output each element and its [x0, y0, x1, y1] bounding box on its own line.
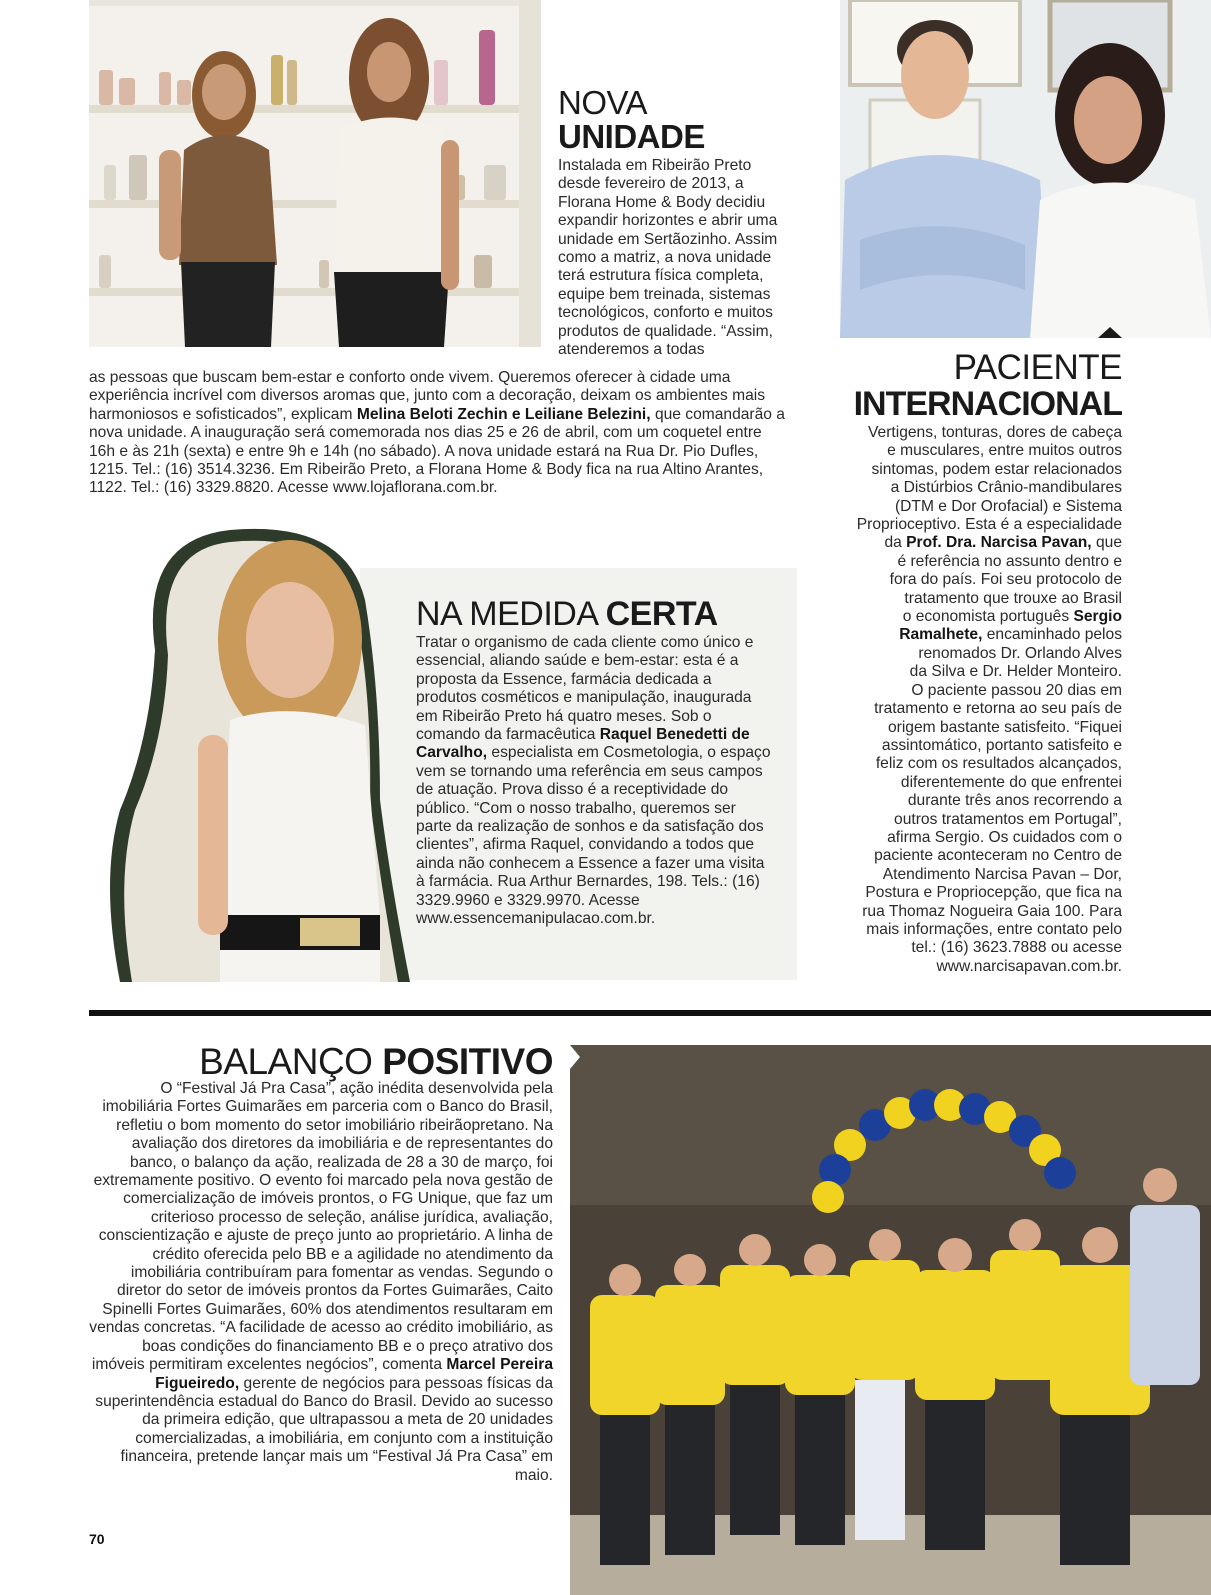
paciente-title-light: PACIENTE: [953, 348, 1122, 387]
paciente-line: rua Thomaz Nogueira Gaia 100. Para: [862, 902, 1122, 920]
paciente-line: www.narcisapavan.com.br.: [936, 957, 1122, 975]
balanco-positivo-title: [89, 1042, 553, 1082]
paciente-line: Proprioceptivo. Esta é a especialidade: [856, 516, 1122, 534]
paciente-line: outros tratamentos em Portugal”,: [894, 810, 1122, 828]
nova-unidade-title-light: NOVA: [558, 84, 648, 121]
paciente-internacional-text: [830, 424, 1122, 976]
paciente-line: sintomas, podem estar relacionados: [871, 460, 1122, 478]
paciente-line-part: da: [884, 534, 902, 552]
paciente-line: da Silva e Dr. Helder Monteiro.: [909, 663, 1122, 681]
paciente-line: a Distúrbios Crânio-mandibulares: [890, 479, 1122, 497]
doctors-illustration: [840, 0, 1211, 338]
paciente-line-part: que: [1095, 534, 1122, 552]
balanco-title-bold: POSITIVO: [382, 1041, 553, 1082]
pharmacist-photo: [80, 520, 420, 982]
paciente-line-part: encaminhado pelos: [986, 626, 1122, 644]
nova-unidade-title: [558, 86, 705, 154]
balanco-title-light: BALANÇO: [199, 1041, 373, 1082]
bank-team-photo: [570, 1045, 1211, 1595]
nova-unidade-text-column: [558, 157, 798, 359]
na-medida-paragraph-cont: especialista em Cosmetologia, o espaço vem se tornando uma referência em seus campos de atuação. Prova disso é a receptividade do público. “Com o nosso trabalho, queremos ser parte da realização de sonhos e da satisfação dos clientes”, afirma Raquel, convidando a todos que ainda não conhecem a Essence a fazer uma visita à farmácia. Rua Arthur Bernardes, 198. Tels.: (16) 3329.9960 e 3329.9970. Acesse www.essencemanipulacao.com.br.: [416, 744, 771, 928]
pharmacist-illustration: [80, 520, 420, 982]
bank-team-illustration: [570, 1045, 1211, 1595]
paciente-line: Vertigens, tonturas, dores de cabeça: [868, 424, 1122, 441]
paciente-line: diferentemente do que enfrentei: [900, 773, 1122, 791]
paciente-line: Atendimento Narcisa Pavan – Dor,: [882, 865, 1122, 883]
balanco-paragraph-cont: gerente de negócios para pessoas físicas da superintendência estadual do Banco do Brasil. Devido ao sucesso da primeira edição, que ultrapassou a meta de 20 unidades comercializadas, a imobiliária, em conjunto com a instituição financeira, pretende lançar mais um “Festival Já Pra Casa” em maio.: [95, 1374, 553, 1484]
na-medida-title-bold: CERTA: [605, 595, 718, 633]
balanco-positivo-text: [89, 1080, 553, 1485]
section-divider: [89, 1010, 1211, 1016]
florana-store-photo: [89, 0, 541, 347]
paciente-title-bold: INTERNACIONAL: [853, 385, 1122, 423]
paciente-line: fora do país. Foi seu protocolo de: [889, 571, 1122, 589]
balanco-name: Marcel Pereira Figueiredo,: [155, 1356, 553, 1392]
na-medida-paragraph: Tratar o organismo de cada cliente como único e essencial, aliando saúde e bem-estar: esta é a proposta da Essence, farmácia dedicada a produtos cosméticos e manipulação, inaugurada em Ribeirão Preto há quatro meses. Sob o comando da farmacêutica: [416, 634, 754, 744]
nova-unidade-paragraph-2c: que comandarão a nova unidade. A inauguração será comemorada nos dias 25 e 26 de abril, com um coquetel entre 16h e às 21h (sexta) e entre 9h e 14h (no sábado). A nova unidade estará na Rua Dr. Pio Dufles, 1215. Tel.: (16) 3514.3236. Em Ribeirão Preto, a Florana Home & Body fica na rua Altino Arantes, 1122. Tel.: (16) 3329.8820. Acesse www.lojaflorana.com.br.: [89, 405, 785, 497]
florana-store-illustration: [89, 0, 541, 347]
nova-unidade-title-bold: UNIDADE: [558, 118, 705, 155]
na-medida-name: Raquel Benedetti de Carvalho,: [416, 726, 750, 762]
paciente-internacional-title: [840, 350, 1122, 422]
paciente-line: mais informações, entre contato pelo: [866, 920, 1122, 938]
paciente-line: renomados Dr. Orlando Alves: [918, 644, 1122, 662]
paciente-line: (DTM e Dor Orofacial) e Sistema: [894, 497, 1122, 515]
paciente-line: é referência no assunto dentro e: [897, 552, 1122, 570]
balanco-paragraph: O “Festival Já Pra Casa”, ação inédita desenvolvida pela imobiliária Fortes Guimarães em parceria com o Banco do Brasil, refletiu o bom momento do setor imobiliário ribeirãopretano. Na avaliação dos diretores da imobiliária e de representantes do banco, o balanço da ação, realizada de 28 a 30 de março, foi extremamente positivo. O evento foi marcado pela nova gestão de comercialização de imóveis prontos, o FG Unique, que faz um criterioso processo de seleção, análise jurídica, avaliação, conscientização e ajuste de preço junto ao proprietário. A linha de crédito oferecida pelo BB e a agilidade no atendimento da imobiliária contribuíram para fomentar as vendas. Segundo o diretor do setor de imóveis prontos da Fortes Guimarães, Caito Spinelli Fortes Guimarães, 60% dos atendimentos resultaram em vendas concretas. “A facilidade de acesso ao crédito imobiliário, as boas condições do financiamento BB e o preço atrativo dos imóveis permitiram excelentes negócios”, comenta: [89, 1080, 553, 1374]
nova-unidade-paragraph-2a: as pessoas que buscam bem-estar e conforto onde vivem. Queremos oferecer à cidade uma experiência incrível com diversos aromas que, junto com a decoração, deixam os ambientes mais harmoniosos e sofisticados”, explicam: [89, 369, 766, 423]
na-medida-title-light: NA MEDIDA: [416, 595, 597, 633]
paciente-line: tratamento e retorna ao seu país de: [874, 700, 1122, 718]
doctors-photo: [840, 0, 1211, 338]
paciente-line: [830, 608, 1122, 626]
na-medida-title: [416, 596, 718, 632]
paciente-line: afirma Sergio. Os cuidados com o: [887, 828, 1122, 846]
paciente-line: feliz com os resultados alcançados,: [875, 755, 1122, 773]
paciente-patient-surname: Ramalhete,: [899, 626, 983, 644]
paciente-line: tel.: (16) 3623.7888 ou acesse: [911, 939, 1122, 957]
paciente-patient-name: Sergio: [1073, 608, 1122, 626]
paciente-doctor-name: Prof. Dra. Narcisa Pavan,: [906, 534, 1092, 552]
paciente-line: O paciente passou 20 dias em: [911, 681, 1122, 699]
nova-unidade-paragraph-1: Instalada em Ribeirão Preto desde fevereiro de 2013, a Florana Home & Body decidiu expandir horizontes e abrir uma unidade em Sertãozinho. Assim como a matriz, a nova unidade terá estrutura física completa, equipe bem treinada, sistemas tecnológicos, conforto e muitos produtos de qualidade. “Assim, atenderemos a todas: [558, 157, 778, 359]
paciente-line: [830, 534, 1122, 552]
paciente-line: e musculares, entre muitos outros: [887, 442, 1122, 460]
na-medida-text: [416, 634, 772, 929]
paciente-line: origem bastante satisfeito. “Fiquei: [887, 718, 1122, 736]
page-number: 70: [89, 1531, 105, 1547]
paciente-line: Postura e Propriocepção, que fica na: [865, 884, 1122, 902]
paciente-line-part: o economista português: [902, 608, 1070, 626]
paciente-line: paciente aconteceram no Centro de: [874, 847, 1122, 865]
nova-unidade-text-wide: [89, 369, 789, 498]
paciente-line: tratamento que trouxe ao Brasil: [904, 589, 1122, 607]
paciente-line: durante três anos recorrendo a: [907, 792, 1122, 810]
paciente-line: assintomático, portanto satisfeito e: [881, 736, 1122, 754]
nova-unidade-names: Melina Beloti Zechin e Leiliane Belezini,: [356, 405, 651, 423]
paciente-line: [830, 626, 1122, 644]
